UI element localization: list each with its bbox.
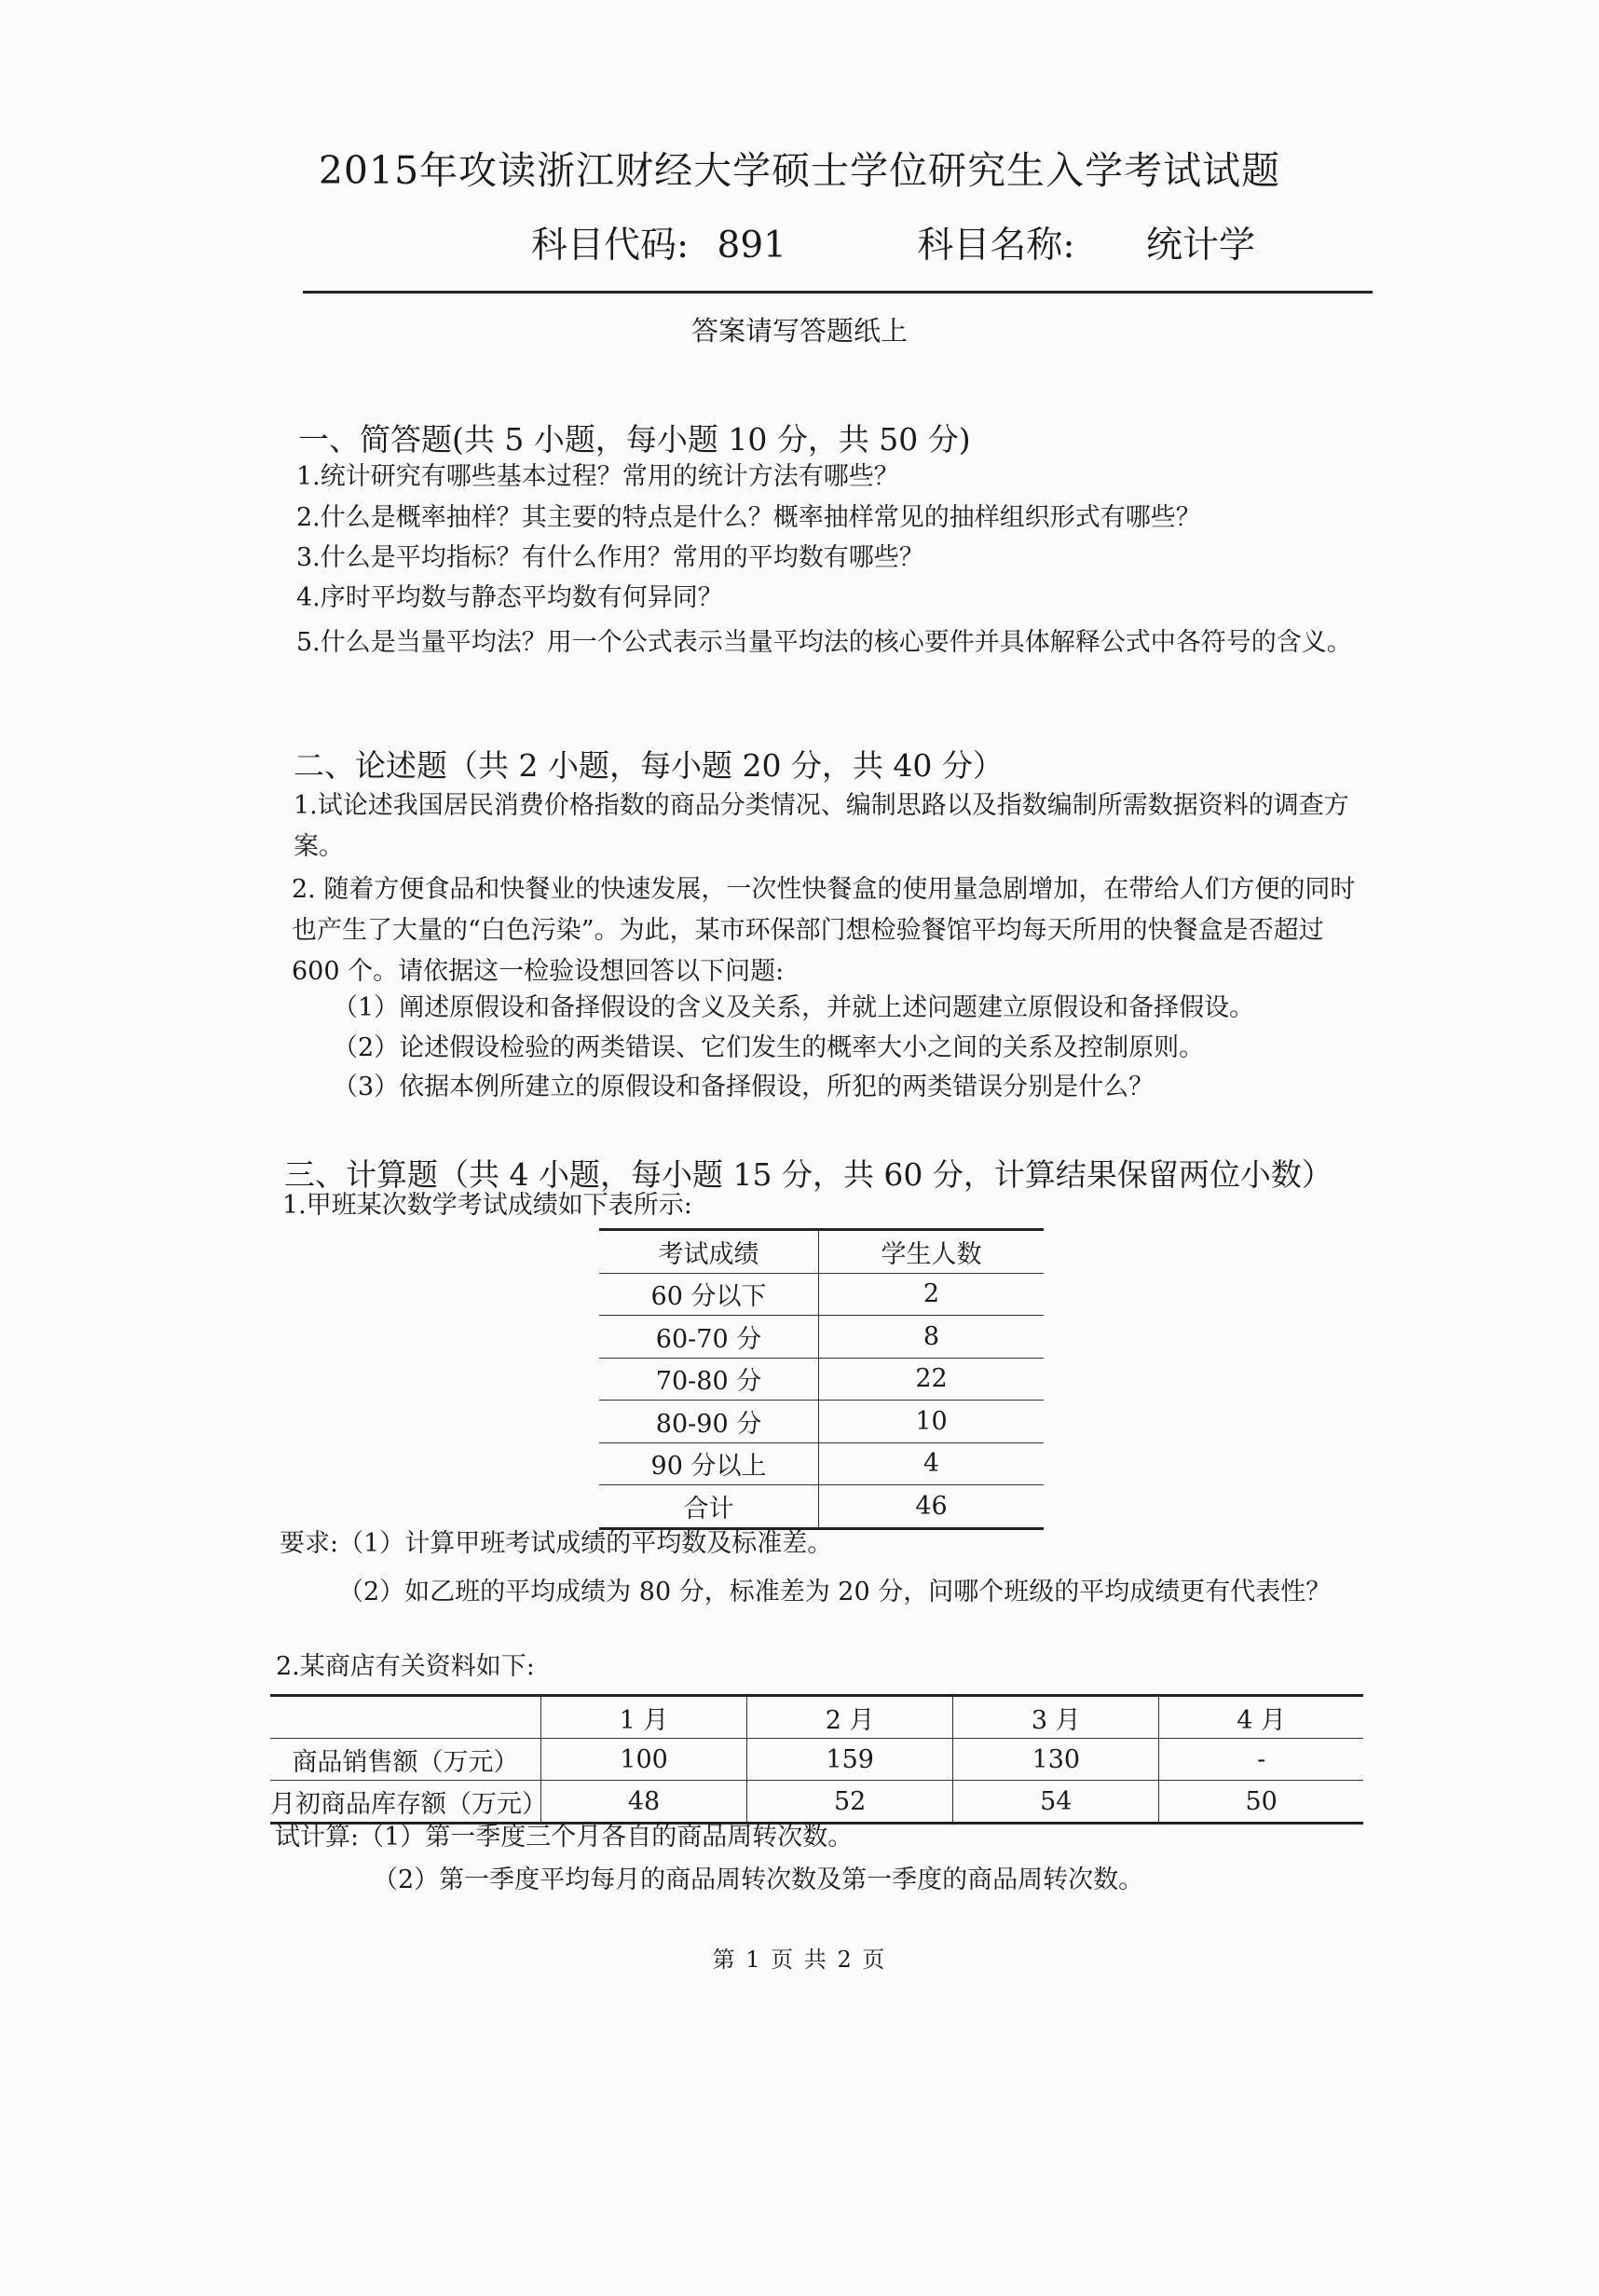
table-cell: 22 bbox=[819, 1358, 1045, 1401]
table-cell: 48 bbox=[541, 1781, 747, 1824]
table-row bbox=[599, 1485, 1044, 1529]
table-cell: 80-90 分 bbox=[599, 1401, 819, 1443]
section2-heading: 二、论述题（共 2 小题，每小题 20 分，共 40 分） bbox=[294, 747, 1004, 784]
section2-q2-sub3: （3）依据本例所建立的原假设和备择假设，所犯的两类错误分别是什么？ bbox=[333, 1073, 1155, 1101]
header-divider bbox=[303, 291, 1373, 294]
section1-q2: 2.什么是概率抽样？其主要的特点是什么？概率抽样常见的抽样组织形式有哪些？ bbox=[296, 503, 1201, 532]
table-cell: 4 bbox=[819, 1442, 1045, 1485]
section3-q1-req1: 要求:（1）计算甲班考试成绩的平均数及标准差。 bbox=[280, 1529, 833, 1558]
table-cell: 46 bbox=[819, 1485, 1045, 1529]
table-row bbox=[270, 1739, 1363, 1781]
subject-code-label: 科目代码: bbox=[531, 225, 690, 266]
section3-q2-req1: 试计算:（1）第一季度三个月各自的商品周转次数。 bbox=[275, 1823, 854, 1852]
table-header-cell bbox=[270, 1696, 541, 1739]
table-header-cell: 3 月 bbox=[953, 1696, 1159, 1739]
section1-q1: 1.统计研究有哪些基本过程？常用的统计方法有哪些？ bbox=[296, 462, 899, 491]
table-cell: 8 bbox=[819, 1316, 1045, 1359]
answer-instruction: 答案请写答题纸上 bbox=[690, 315, 908, 347]
section2-q1: 1.试论述我国居民消费价格指数的商品分类情况、编制思路以及指数编制所需数据资料的调查方案。 bbox=[294, 791, 1349, 861]
shop-table bbox=[270, 1694, 1363, 1824]
subject-name: 统计学 bbox=[1145, 225, 1255, 266]
table-header-cell: 学生人数 bbox=[819, 1230, 1045, 1274]
table-header-cell: 1 月 bbox=[541, 1696, 747, 1739]
table-row bbox=[599, 1273, 1044, 1316]
table-cell: 70-80 分 bbox=[599, 1358, 819, 1401]
section2-q2-sub1: （1）阐述原假设和备择假设的含义及关系，并就上述问题建立原假设和备择假设。 bbox=[333, 993, 1255, 1022]
table-cell: 54 bbox=[953, 1781, 1159, 1824]
table-row bbox=[270, 1781, 1363, 1824]
page-number: 第 1 页 共 2 页 bbox=[712, 1947, 887, 1973]
table-row bbox=[599, 1358, 1044, 1401]
subject-name-label: 科目名称: bbox=[917, 225, 1075, 266]
table-row bbox=[270, 1696, 1363, 1739]
table-cell: 159 bbox=[747, 1739, 953, 1781]
section2-q2: 2. 随着方便食品和快餐业的快速发展，一次性快餐盒的使用量急剧增加，在带给人们方便的同时也产生了大量的“白色污染”。为此，某市环保部门想检验餐馆平均每天所用的快餐盒是否超过 600 个。请依据这一检验设想回答以下问题: bbox=[292, 875, 1356, 986]
table-row bbox=[599, 1316, 1044, 1359]
table-cell: 130 bbox=[953, 1739, 1159, 1781]
section3-q1-intro: 1.甲班某次数学考试成绩如下表所示: bbox=[282, 1191, 692, 1220]
table-row bbox=[599, 1230, 1044, 1274]
table-cell: 100 bbox=[541, 1739, 747, 1781]
section1-q4: 4.序时平均数与静态平均数有何异同？ bbox=[296, 583, 723, 612]
section3-q2-req2: （2）第一季度平均每月的商品周转次数及第一季度的商品周转次数。 bbox=[373, 1866, 1144, 1894]
section2-q2-sub2: （2）论述假设检验的两类错误、它们发生的概率大小之间的关系及控制原则。 bbox=[333, 1033, 1205, 1062]
table-header-cell: 2 月 bbox=[747, 1696, 953, 1739]
section3-q1-req2: （2）如乙班的平均成绩为 80 分，标准差为 20 分，问哪个班级的平均成绩更有代表性？ bbox=[338, 1578, 1332, 1606]
table-cell: 90 分以上 bbox=[599, 1442, 819, 1485]
section1-heading: 一、简答题(共 5 小题，每小题 10 分，共 50 分) bbox=[298, 421, 971, 458]
table-cell: 60 分以下 bbox=[599, 1273, 819, 1316]
section3-heading: 三、计算题（共 4 小题，每小题 15 分，共 60 分，计算结果保留两位小数） bbox=[284, 1156, 1332, 1193]
table-header-cell: 考试成绩 bbox=[599, 1230, 819, 1274]
scores-table bbox=[599, 1228, 1044, 1530]
exam-title: 2015年攻读浙江财经大学硕士学位研究生入学考试试题 bbox=[318, 148, 1281, 193]
table-cell: 合计 bbox=[599, 1485, 819, 1529]
table-row bbox=[599, 1442, 1044, 1485]
table-row bbox=[599, 1401, 1044, 1443]
table-cell: 月初商品库存额（万元） bbox=[270, 1781, 541, 1824]
section3-q2-intro: 2.某商店有关资料如下: bbox=[276, 1652, 535, 1681]
section1-q5: 5.什么是当量平均法？用一个公式表示当量平均法的核心要件并具体解释公式中各符号的含义。 bbox=[296, 628, 1352, 657]
table-cell: 2 bbox=[819, 1273, 1045, 1316]
table-cell: 10 bbox=[819, 1401, 1045, 1443]
subject-line bbox=[531, 216, 1255, 268]
table-cell: 商品销售额（万元） bbox=[270, 1739, 541, 1781]
table-cell: 52 bbox=[747, 1781, 953, 1824]
table-cell: 50 bbox=[1159, 1781, 1363, 1824]
table-cell: - bbox=[1159, 1739, 1363, 1781]
section1-q3: 3.什么是平均指标？有什么作用？常用的平均数有哪些？ bbox=[296, 543, 924, 572]
subject-code: 891 bbox=[717, 225, 786, 266]
table-cell: 60-70 分 bbox=[599, 1316, 819, 1359]
table-header-cell: 4 月 bbox=[1159, 1696, 1363, 1739]
